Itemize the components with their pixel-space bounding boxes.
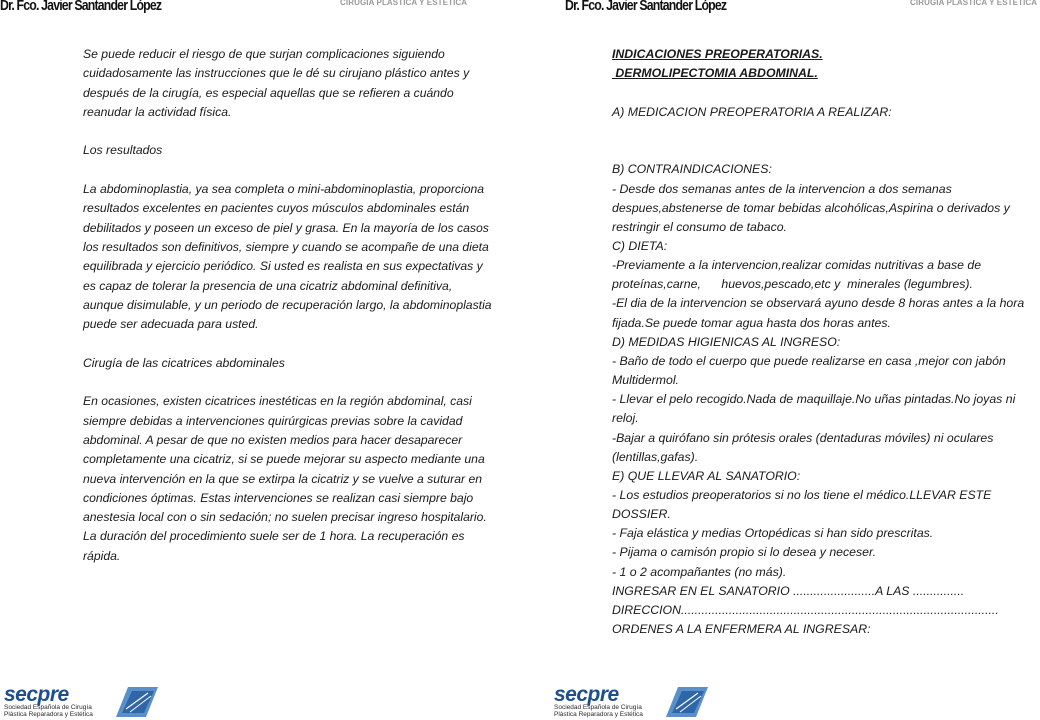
logo-subtitle-line2: Plástica Reparadora y Estética <box>554 711 643 718</box>
logo-subtitle-line1: Sociedad Española de Cirugía <box>554 704 642 711</box>
specialty-label: CIRUGIA PLASTICA Y ESTETICA <box>910 0 1038 7</box>
section-e-bring: E) QUE LLEVAR AL SANATORIO: <box>612 468 801 483</box>
logo-wordmark: secpre <box>554 683 619 706</box>
right-text-column <box>612 45 1034 639</box>
doctor-name: Dr. Fco. Javier Santander López <box>0 0 162 14</box>
hygiene-item-1: - Baño de todo el cuerpo que puede realizarse en casa ,mejor con jabón Multidermol. <box>612 353 1006 388</box>
logo-subtitle-line1: Sociedad Española de Cirugía <box>4 704 92 711</box>
bring-item-2: - Faja elástica y medias Ortopédicas si han sido prescritas. <box>612 526 934 541</box>
secpre-logo <box>2 683 162 720</box>
heading-results: Los resultados <box>83 143 163 158</box>
heading-scar-surgery: Cirugía de las cicatrices abdominales <box>83 355 285 370</box>
address-line: DIRECCION............................................................................................. <box>612 602 999 617</box>
secpre-logo <box>552 683 712 720</box>
section-d-hygiene: D) MEDIDAS HIGIENICAS AL INGRESO: <box>612 334 841 349</box>
paragraph-scar-surgery: En ocasiones, existen cicatrices inestéticas en la región abdominal, casi siempre debidas a intervenciones quirúrgicas previas sobre la cavidad abdominal. A pesar de que no existen medios para hacer desaparecer completamente una cicatriz, si se puede mejorar su aspecto mediante una nueva intervención en la que se extirpa la cicatriz y se vuelve a suturar en condiciones óptimas. Estas intervenciones se realizan casi siempre bajo anestesia local con o sin sedación; no suelen precisar ingreso hospitalario. La duración del procedimiento suele ser de 1 hora. La recuperación es rápida. <box>83 394 487 563</box>
contraindication-item: - Desde dos semanas antes de la intervencion a dos semanas despues,abstenerse de tomar bebidas alcohólicas,Aspirina o derivados y restringir el consumo de tabaco. <box>612 181 1010 234</box>
logo-subtitle <box>554 704 643 718</box>
right-page <box>520 0 1040 720</box>
bring-item-1: - Los estudios preoperatorios si no los tiene el médico.LLEVAR ESTE DOSSIER. <box>612 488 992 522</box>
section-b-contraindications: B) CONTRAINDICACIONES: <box>612 162 772 177</box>
admission-line: INGRESAR EN EL SANATORIO ........................A LAS ............... <box>612 583 965 598</box>
bring-item-3: - Pijama o camisón propio si lo desea y neceser. <box>612 545 877 560</box>
hygiene-item-2: - Llevar el pelo recogido.Nada de maquillaje.No uñas pintadas.No joyas ni reloj. <box>612 392 1016 426</box>
logo-mark-icon <box>114 685 160 719</box>
logo-subtitle <box>4 704 93 718</box>
paragraph-complications: Se puede reducir el riesgo de que surjan complicaciones siguiendo cuidadosamente las instrucciones que le dé su cirujano plástico antes y después de la cirugía, es especial aquellas que se refieren a cuándo reanudar la actividad física. <box>83 47 470 119</box>
section-c-diet: C) DIETA: <box>612 238 668 253</box>
hygiene-item-3: -Bajar a quirófano sin prótesis orales (dentaduras móviles) ni oculares (lentillas,gafas). <box>612 430 994 464</box>
title-preoperative: INDICACIONES PREOPERATORIAS. <box>612 47 823 61</box>
logo-mark-icon <box>664 685 710 719</box>
section-a-medication: A) MEDICACION PREOPERATORIA A REALIZAR: <box>612 104 892 119</box>
bring-item-4: - 1 o 2 acompañantes (no más). <box>612 564 787 579</box>
paragraph-results: La abdominoplastia, ya sea completa o mini-abdominoplastia, proporciona resultados excelentes en pacientes cuyos músculos abdominales están debilitados y poseen un exceso de piel y grasa. En la mayoría de los casos los resultados son definitivos, siempre y cuando se acompañe de una dieta equilibrada y ejercicio periódico. Si usted es realista en sus expectativas y es capaz de tolerar la presencia de una cicatriz abdominal definitiva, aunque disimulable, y un periodo de recuperación largo, la abdominoplastia puede ser adecuada para usted. <box>83 182 492 332</box>
logo-subtitle-line2: Plástica Reparadora y Estética <box>4 711 93 718</box>
diet-item-1: -Previamente a la intervencion,realizar comidas nutritivas a base de proteínas,carne, huevos,pescado,etc y minerales (legumbres). <box>612 258 985 292</box>
specialty-label: CIRUGIA PLASTICA Y ESTETICA <box>340 0 468 7</box>
nurse-orders-line: ORDENES A LA ENFERMERA AL INGRESAR: <box>612 622 871 637</box>
left-text-column <box>83 45 495 566</box>
diet-item-2: -El dia de la intervencion se observará ayuno desde 8 horas antes a la hora fijada.Se puede tomar agua hasta dos horas antes. <box>612 296 1025 330</box>
logo-wordmark: secpre <box>4 683 69 706</box>
title-procedure: DERMOLIPECTOMIA ABDOMINAL. <box>612 66 818 81</box>
doctor-name: Dr. Fco. Javier Santander López <box>565 0 727 14</box>
